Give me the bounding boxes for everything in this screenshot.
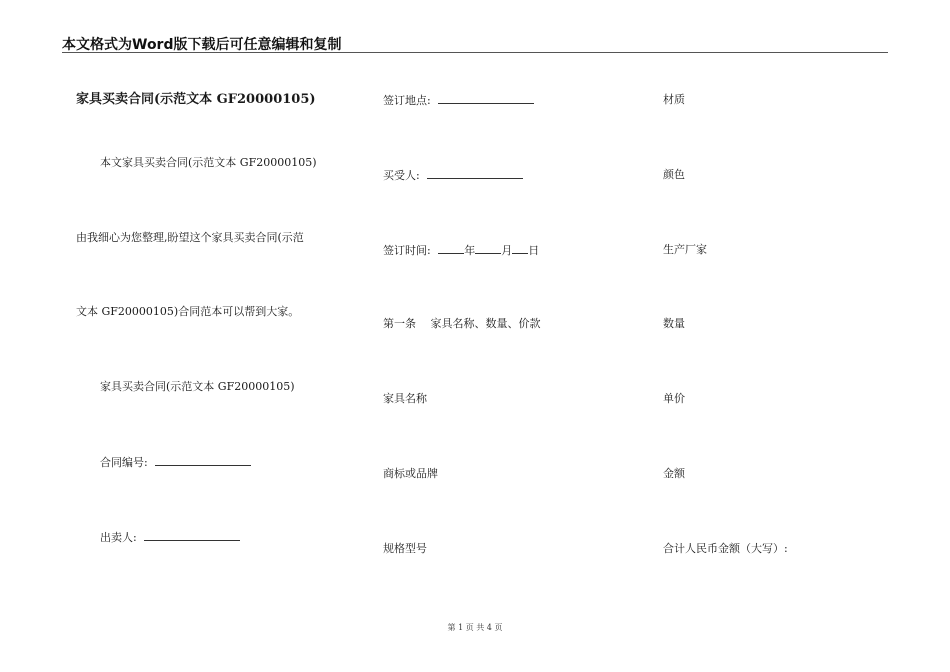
intro-paragraph-line-3: 文本 GF20000105)合同范本可以帮到大家。 bbox=[76, 305, 300, 318]
quantity-label: 数量 bbox=[663, 317, 685, 330]
page-number-footer: 第 1 页 共 4 页 bbox=[447, 623, 503, 632]
contract-number-blank bbox=[155, 455, 251, 466]
model-label: 规格型号 bbox=[383, 542, 427, 555]
color-label: 颜色 bbox=[663, 168, 685, 181]
buyer-field bbox=[383, 168, 523, 183]
seller-blank bbox=[144, 530, 240, 541]
month-label: 月 bbox=[501, 244, 513, 257]
signing-time-label: 签订时间: bbox=[383, 244, 431, 257]
contract-number-label: 合同编号: bbox=[100, 456, 148, 469]
signing-place-field bbox=[383, 93, 534, 108]
day-label: 日 bbox=[528, 244, 540, 257]
amount-label: 金额 bbox=[663, 467, 685, 480]
year-label: 年 bbox=[464, 244, 476, 257]
seller-field bbox=[100, 530, 240, 545]
document-title: 家具买卖合同(示范文本 GF20000105) bbox=[76, 92, 316, 107]
furniture-name-label: 家具名称 bbox=[383, 392, 427, 405]
contract-number-field bbox=[100, 455, 251, 470]
material-label: 材质 bbox=[663, 93, 685, 106]
intro-paragraph-line-1: 本文家具买卖合同(示范文本 GF20000105) bbox=[100, 156, 317, 169]
total-amount-label: 合计人民币金额（大写）: bbox=[663, 542, 788, 555]
buyer-label: 买受人: bbox=[383, 169, 420, 182]
signing-place-label: 签订地点: bbox=[383, 94, 431, 107]
day-blank bbox=[512, 243, 528, 254]
contract-subtitle: 家具买卖合同(示范文本 GF20000105) bbox=[100, 380, 295, 393]
year-blank bbox=[438, 243, 464, 254]
buyer-blank bbox=[427, 168, 523, 179]
manufacturer-label: 生产厂家 bbox=[663, 243, 707, 256]
brand-label: 商标或品牌 bbox=[383, 467, 438, 480]
month-blank bbox=[475, 243, 501, 254]
signing-time-field bbox=[383, 243, 539, 258]
page-header-banner: 本文格式为Word版下载后可任意编辑和复制 bbox=[62, 37, 342, 53]
signing-place-blank bbox=[438, 93, 534, 104]
seller-label: 出卖人: bbox=[100, 531, 137, 544]
intro-paragraph-line-2: 由我细心为您整理,盼望这个家具买卖合同(示范 bbox=[76, 231, 304, 244]
unit-price-label: 单价 bbox=[663, 392, 685, 405]
header-rule bbox=[62, 52, 888, 53]
article-1-heading: 第一条 家具名称、数量、价款 bbox=[383, 317, 541, 330]
